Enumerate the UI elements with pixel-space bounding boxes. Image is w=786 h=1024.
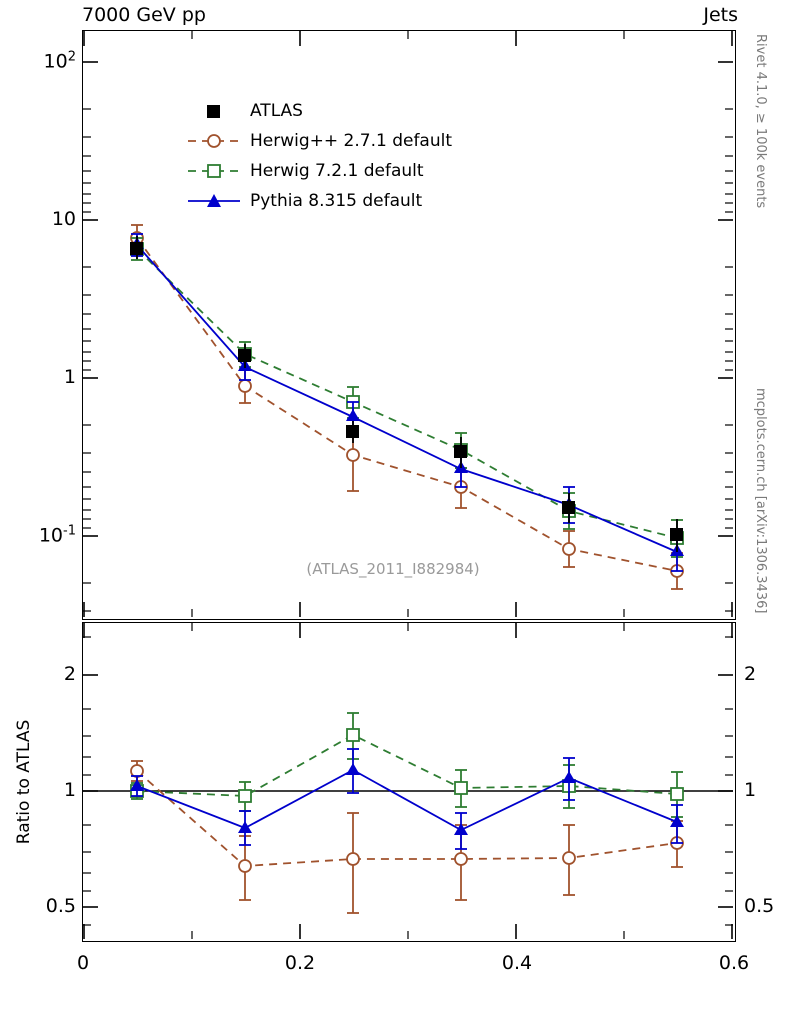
series-herwig7-main [131,238,683,557]
legend-marker-filled-square-icon [188,96,240,126]
series-herwig7-ratio [131,713,683,817]
legend-marker-open-circle-icon [188,126,240,156]
series-pythia-main [130,234,684,571]
legend-marker-open-square-icon [188,156,240,186]
ratio-plot-canvas [83,623,733,939]
ratio-x-ticks [84,623,732,939]
mcplots-source-label: mcplots.cern.ch [arXiv:1306.3436] [753,388,768,614]
series-pythia-ratio [130,749,684,849]
main-x-ticks [84,31,732,617]
legend-label-herwig7: Herwig 7.2.1 default [250,161,424,181]
main-y-axis-labels: $10^2$ 10 1 $10^{-1}$ [38,49,76,547]
ratio-x-minor-ticks [192,623,624,939]
ratio-ylabel-right-2: 2 [744,663,757,685]
ratio-plot-panel [82,622,736,942]
header-right-label: Jets [703,4,738,26]
ratio-y-minor-ticks [83,637,733,925]
xlabel-0: 0 [76,952,90,974]
rivet-version-label: Rivet 4.1.0, ≥ 100k events [753,34,768,209]
legend-marker-filled-triangle-icon [188,186,240,216]
legend-label-atlas: ATLAS [250,101,303,121]
ratio-ylabel-05: 0.5 [45,895,76,917]
series-herwigpp-ratio [131,761,683,913]
x-axis-labels [0,952,786,982]
xlabel-06: 0.6 [718,952,750,974]
legend-label-herwigpp: Herwig++ 2.7.1 default [250,131,453,151]
series-atlas-main [130,236,683,552]
analysis-id-watermark: (ATLAS_2011_I882984) [306,560,480,578]
series-herwigpp-main [131,225,683,589]
ratio-ylabel-1: 1 [63,779,76,801]
ratio-ylabel-2: 2 [63,663,76,685]
xlabel-02: 0.2 [284,952,316,974]
xlabel-04: 0.4 [501,952,533,974]
main-plot-canvas [83,31,733,617]
header-left-label: 7000 GeV pp [82,4,206,26]
legend-label-pythia: Pythia 8.315 default [250,191,423,211]
ratio-y-axis-title: Ratio to ATLAS [14,719,34,845]
ratio-ylabel-right-1: 1 [744,779,757,801]
main-plot-panel [82,30,736,620]
ratio-ylabel-right-05: 0.5 [744,895,775,917]
